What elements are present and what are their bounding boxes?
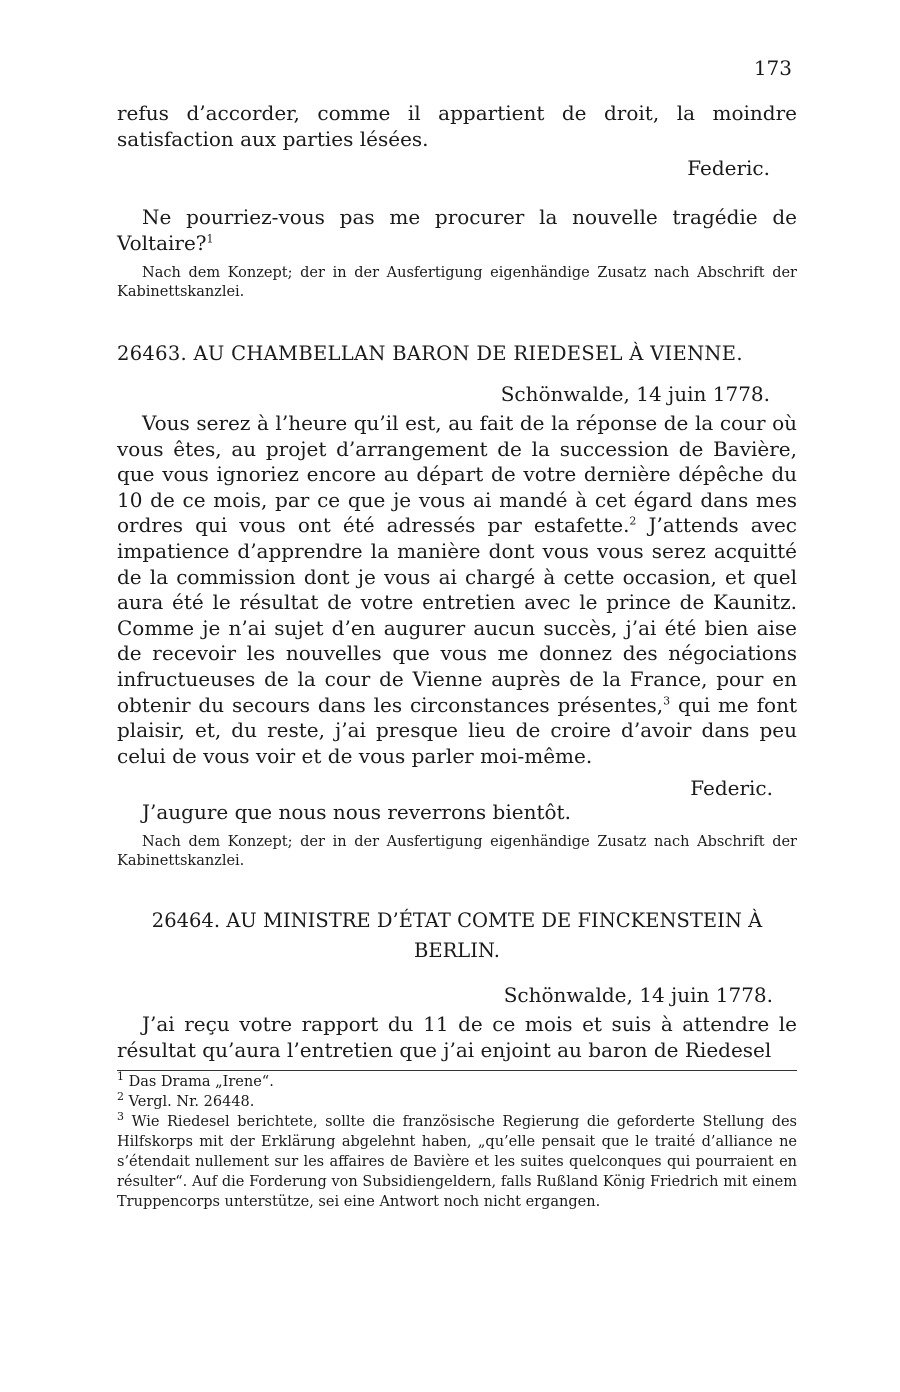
footnote-ref-1: 1 xyxy=(206,231,214,245)
postscript-1 xyxy=(117,205,797,256)
signature-1: Federic. xyxy=(687,156,770,180)
letter-26463-signature: Federic. xyxy=(690,776,773,800)
postscript-1-block xyxy=(117,205,797,256)
letter-26463-body-block xyxy=(117,411,797,769)
letter-26464-heading-line1: 26464. AU MINISTRE D’ÉTAT COMTE DE FINCKENSTEIN À xyxy=(151,909,763,932)
source-note-1-block xyxy=(117,264,797,302)
top-paragraph-block xyxy=(117,101,797,152)
footnote-3-text: Wie Riedesel berichtete, sollte die französische Regierung die geforderte Stellung des Hilfskorps mit der Erklärung abgelehnt haben, „qu’elle pensait que le traité d’alliance ne s’étendait nullement sur les affaires de Bavière et les suites quelconques qui pourraient en résulter“. Auf die Forderung von Subsidiengeldern, falls Rußland König Friedrich mit einem Truppencorps unterstütze, sei eine Antwort noch nicht ergangen. xyxy=(117,1114,797,1210)
letter-26464-body: J’ai reçu votre rapport du 11 de ce mois et suis à attendre le résultat qu’aura l’entretien que j’ai enjoint au baron de Riedesel xyxy=(117,1012,797,1062)
letter-26463-heading-block xyxy=(117,342,797,365)
footnote-3-num: 3 xyxy=(117,1110,124,1124)
footnote-ref-3: 3 xyxy=(663,693,671,707)
footnote-2 xyxy=(117,1092,797,1112)
footnote-2-num: 2 xyxy=(117,1090,124,1104)
top-paragraph: refus d’accorder, comme il appartient de droit, la moindre satisfaction aux parties lésées. xyxy=(117,101,797,151)
letter-26463-body-part3: qui me font plaisir, et, du reste, j’ai presque lieu de croire d’avoir dans peu celui de vous voir et de vous parler moi-même. xyxy=(117,692,797,768)
footnote-2-text: Vergl. Nr. 26448. xyxy=(128,1094,255,1110)
letter-26463-heading: 26463. AU CHAMBELLAN BARON DE RIEDESEL À VIENNE. xyxy=(117,342,743,365)
letter-26464-place-date: Schönwalde, 14 juin 1778. xyxy=(503,983,773,1007)
footnote-rule xyxy=(117,1070,797,1071)
letter-26464-heading-line2: BERLIN. xyxy=(414,939,500,962)
footnotes-block xyxy=(117,1072,797,1212)
letter-26463-place-date: Schönwalde, 14 juin 1778. xyxy=(500,382,770,406)
footnote-3 xyxy=(117,1112,797,1212)
source-note-2: Nach dem Konzept; der in der Ausfertigung eigenhändige Zusatz nach Abschrift der Kabinettskanzlei. xyxy=(117,834,797,869)
footnote-1-num: 1 xyxy=(117,1070,124,1084)
source-note-2-block xyxy=(117,833,797,871)
letter-26463-postscript-block xyxy=(117,800,797,826)
letter-26463-body-part2: J’attends avec impatience d’apprendre la manière dont vous vous serez acquitté de la commission dont je vous ai chargé à cette occasion, et quel aura été le résultat de votre entretien avec le prince de Kaunitz. Comme je n’ai sujet d’en augurer aucun succès, j’ai été bien aise de recevoir les nouvelles que vous me donnez des négociations infructueuses de la cour de Vienne auprès de la France, pour en obtenir du secours dans les circonstances présentes, xyxy=(117,513,797,717)
letter-26463-postscript: J’augure que nous nous reverrons bientôt. xyxy=(142,800,571,824)
postscript-1-text: Ne pourriez-vous pas me procurer la nouvelle tragédie de Voltaire? xyxy=(117,205,797,255)
footnote-1 xyxy=(117,1072,797,1092)
page-number: 173 xyxy=(753,56,792,80)
letter-26464-heading-block xyxy=(117,906,797,966)
letter-26463-body xyxy=(117,411,797,769)
source-note-1: Nach dem Konzept; der in der Ausfertigung eigenhändige Zusatz nach Abschrift der Kabinettskanzlei. xyxy=(117,265,797,300)
letter-26463-body-part1: Vous serez à l’heure qu’il est, au fait de la réponse de la cour où vous êtes, au projet d’arrangement de la succession de Bavière, que vous ignoriez encore au départ de votre dernière dépêche du 10 de ce mois, par ce que je vous ai mandé à cet égard dans mes ordres qui vous ont été adressés par estafette. xyxy=(117,411,797,538)
footnote-1-text: Das Drama „Irene“. xyxy=(128,1074,274,1090)
footnote-ref-2: 2 xyxy=(629,514,637,528)
letter-26464-body-block xyxy=(117,1012,797,1063)
